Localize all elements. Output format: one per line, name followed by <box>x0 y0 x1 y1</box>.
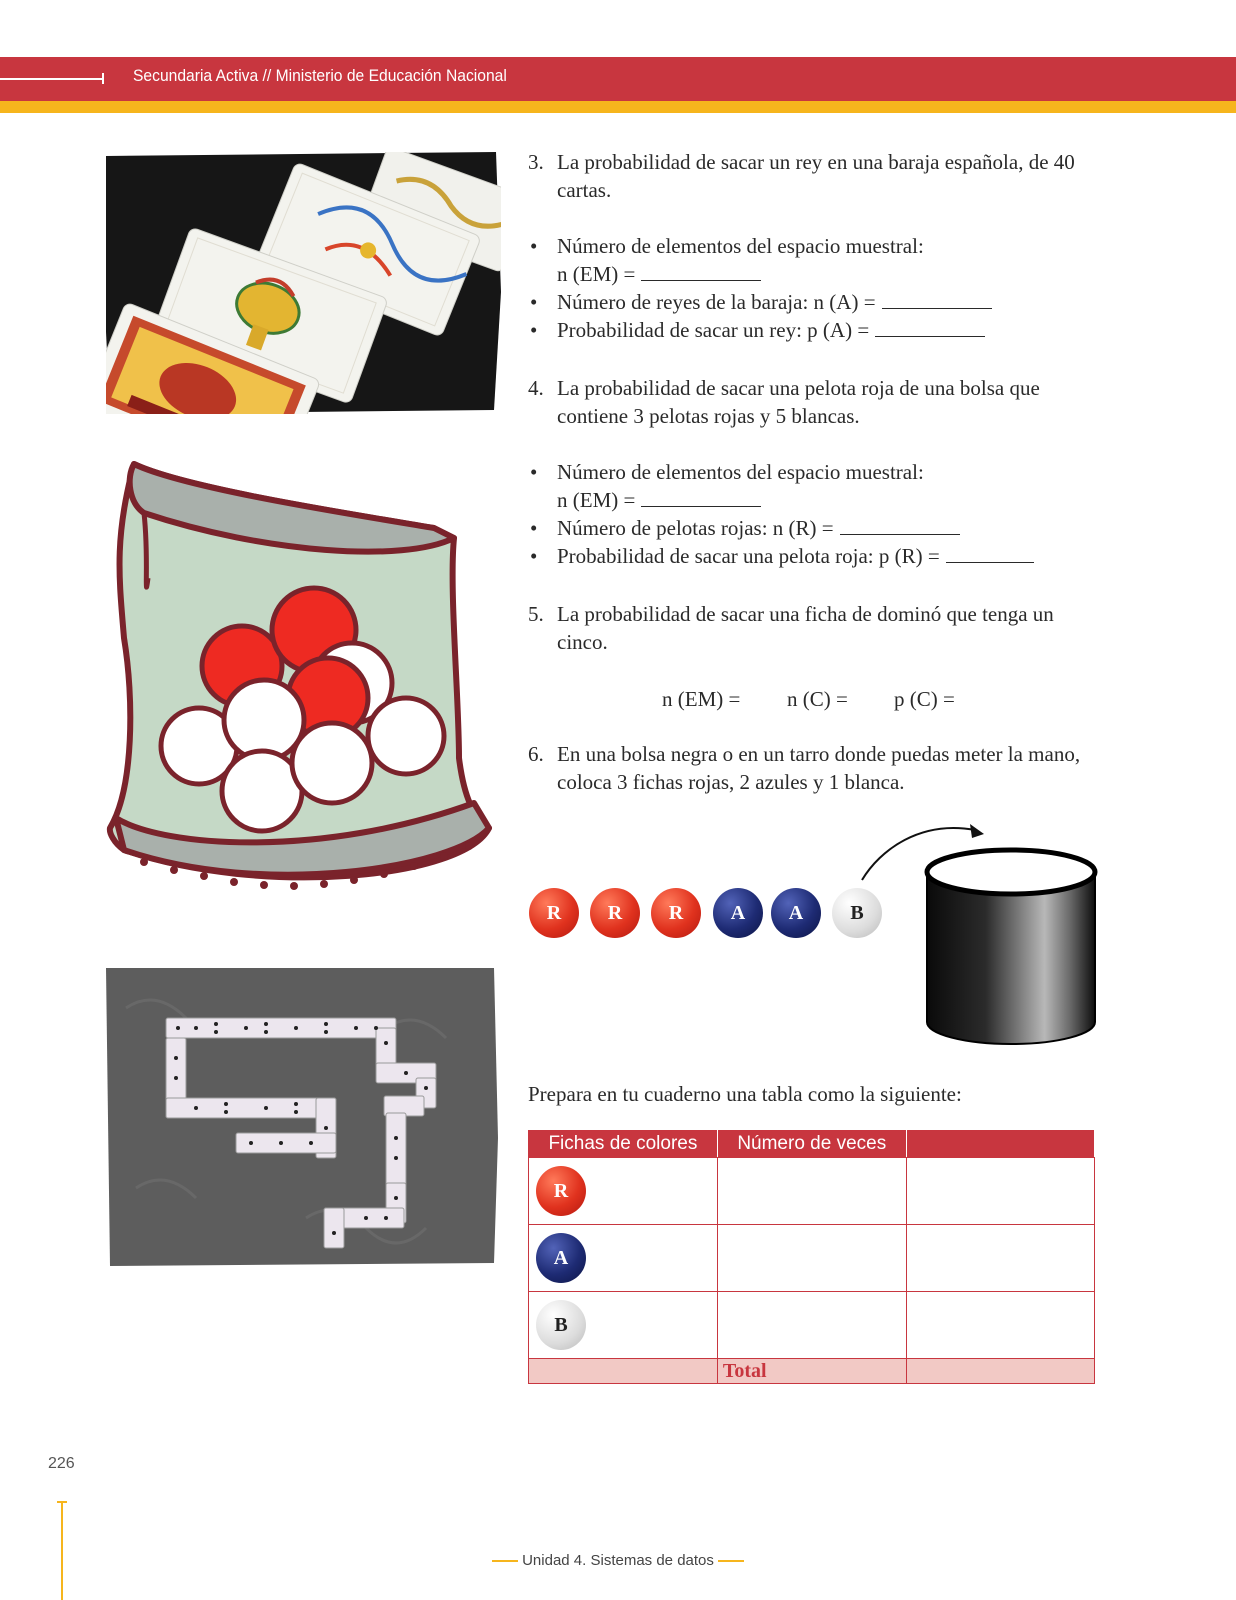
footer-rule-left <box>492 1560 518 1562</box>
question-6 <box>528 740 1108 796</box>
question-5-number: 5. <box>528 602 544 626</box>
table-cell <box>906 1158 1094 1225</box>
header-colores: Fichas de colores <box>529 1131 718 1158</box>
q3-bullet-1 <box>528 232 1108 260</box>
q3-bullet-2 <box>528 288 1108 316</box>
question-5-text: La probabilidad de sacar una ficha de dominó que tenga un cinco. <box>557 602 1054 654</box>
table-cell <box>717 1158 906 1225</box>
playing-cards-photo <box>106 152 501 414</box>
bullet-dot: • <box>530 290 538 314</box>
black-jar-icon <box>924 842 1098 1048</box>
bullet-dot: • <box>530 234 538 258</box>
table-cell <box>906 1225 1094 1292</box>
red-chip: R <box>651 888 701 938</box>
q4-bullet-3 <box>528 542 1108 570</box>
table-cell <box>906 1292 1094 1359</box>
bullet-dot: • <box>530 460 538 484</box>
q3-bullet-1-line2 <box>528 260 1108 288</box>
bullet-dot: • <box>530 318 538 342</box>
q4-bullet-1-line2 <box>528 486 1108 514</box>
q4-bullet-3-label: Probabilidad de sacar una pelota roja: p (R) = <box>557 544 940 568</box>
formula-n-c: n (C) = <box>787 687 848 711</box>
question-3-number: 3. <box>528 150 544 174</box>
answer-blank <box>641 486 761 507</box>
question-6-text: En una bolsa negra o en un tarro donde puedas meter la mano, coloca 3 fichas rojas, 2 azules y 1 blanca. <box>557 742 1081 794</box>
table-total-row <box>529 1359 1095 1384</box>
dominoes-photo <box>106 968 501 1266</box>
blue-chip: A <box>536 1233 586 1283</box>
table-cell <box>529 1359 718 1384</box>
blue-chip: A <box>771 888 821 938</box>
table-cell <box>906 1359 1094 1384</box>
table-cell <box>717 1225 906 1292</box>
table-row <box>529 1158 1095 1225</box>
q3-bullet-2-label: Número de reyes de la baraja: n (A) = <box>557 290 876 314</box>
white-chip: B <box>536 1300 586 1350</box>
q4-bullet-2 <box>528 514 1108 542</box>
q3-bullet-1-label2: n (EM) = <box>557 262 636 286</box>
red-chip: R <box>529 888 579 938</box>
q4-bullet-1-label: Número de elementos del espacio muestral: <box>557 460 924 484</box>
header-blank <box>906 1131 1094 1158</box>
header-title: Secundaria Activa // Ministerio de Educación Nacional <box>133 66 507 85</box>
table-row <box>529 1225 1095 1292</box>
q4-bullet-1-label2: n (EM) = <box>557 488 636 512</box>
footer <box>0 1552 1236 1569</box>
answer-blank <box>840 514 960 535</box>
footer-rule-right <box>718 1560 744 1562</box>
question-6-number: 6. <box>528 742 544 766</box>
red-chip: R <box>590 888 640 938</box>
question-4-text: La probabilidad de sacar una pelota roja de una bolsa que contiene 3 pelotas rojas y 5 blancas. <box>557 376 1040 428</box>
footer-unit: Unidad 4. <box>522 1552 587 1569</box>
answer-blank <box>946 542 1034 563</box>
header-rule-tick <box>102 73 104 84</box>
formula-n-em: n (EM) = <box>662 687 741 711</box>
question-5 <box>528 600 1108 656</box>
question-4 <box>528 374 1108 430</box>
blue-chip: A <box>713 888 763 938</box>
bullet-dot: • <box>530 516 538 540</box>
table-header-row <box>529 1131 1095 1158</box>
q4-bullet-2-label: Número de pelotas rojas: n (R) = <box>557 516 834 540</box>
table-intro: Prepara en tu cuaderno una tabla como la siguiente: <box>528 1082 962 1106</box>
red-chip: R <box>536 1166 586 1216</box>
results-table <box>528 1130 1095 1384</box>
question-4-number: 4. <box>528 376 544 400</box>
table-row <box>529 1292 1095 1359</box>
q4-bullet-1 <box>528 458 1108 486</box>
page-margin-line <box>61 1502 63 1600</box>
footer-title: Sistemas de datos <box>590 1552 714 1569</box>
answer-blank <box>641 260 761 281</box>
header-gold-stripe <box>0 101 1236 113</box>
table-cell <box>717 1292 906 1359</box>
header-numero-de-veces: Número de veces <box>717 1131 906 1158</box>
question-3 <box>528 148 1108 204</box>
answer-blank <box>882 288 992 309</box>
white-chip: B <box>832 888 882 938</box>
bullet-dot: • <box>530 544 538 568</box>
answer-blank <box>875 316 985 337</box>
formula-p-c: p (C) = <box>894 687 955 711</box>
header-rule <box>0 78 102 80</box>
page-number: 226 <box>48 1455 75 1472</box>
q3-bullet-1-label: Número de elementos del espacio muestral: <box>557 234 924 258</box>
total-label: Total <box>722 1359 767 1382</box>
q3-bullet-3 <box>528 316 1108 344</box>
question-3-text: La probabilidad de sacar un rey en una baraja española, de 40 cartas. <box>557 150 1075 202</box>
bag-of-balls-illustration <box>104 458 504 916</box>
q3-bullet-3-label: Probabilidad de sacar un rey: p (A) = <box>557 318 870 342</box>
